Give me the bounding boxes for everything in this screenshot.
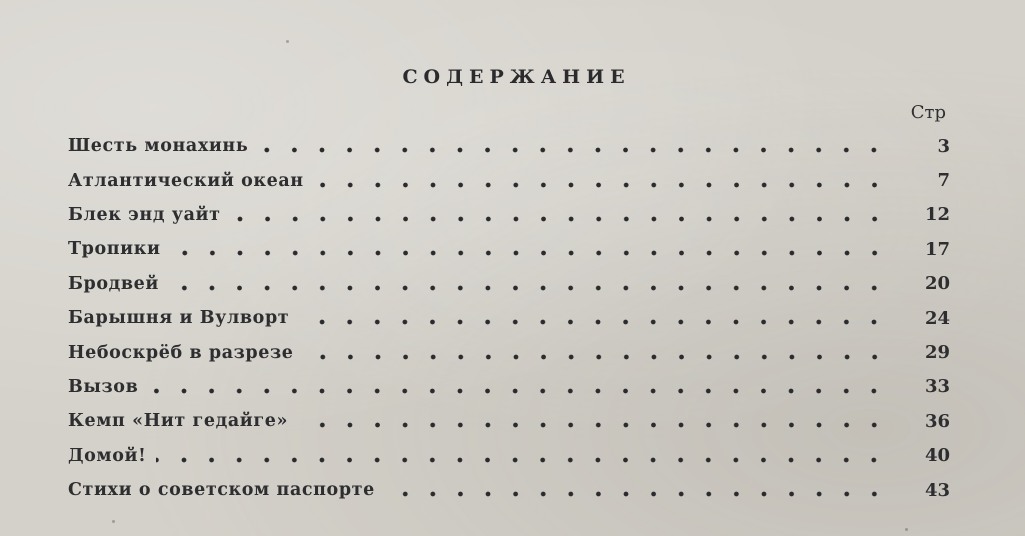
- toc-entry-title: Шесть монахинь: [68, 136, 249, 157]
- toc-entry-page: 33: [924, 376, 950, 398]
- dot-leader: [304, 354, 888, 360]
- toc-entry-title: Кемп «Нит гедайге»: [68, 411, 288, 432]
- page-title: СОДЕРЖАНИЕ: [402, 66, 631, 88]
- toc-entry: [68, 335, 950, 369]
- toc-entry-page: 3: [937, 135, 950, 157]
- toc-entry: [68, 129, 950, 163]
- toc-entry-title: Блек энд уайт: [68, 204, 221, 225]
- paper-speck: [905, 528, 908, 531]
- toc-entry: [68, 163, 950, 197]
- toc-entry-title: Атлантический океан: [68, 170, 304, 191]
- dot-leader: [314, 182, 888, 188]
- toc-entry-page: 24: [924, 307, 950, 329]
- paper-speck: [112, 520, 115, 523]
- toc-entry-page: 17: [924, 238, 950, 260]
- toc-entry: [68, 301, 950, 335]
- toc-entry-title: Бродвей: [68, 273, 159, 294]
- toc-entry: [68, 404, 950, 438]
- toc-entry-page: 7: [937, 170, 950, 192]
- toc-entry-title: Домой!: [68, 445, 147, 466]
- toc-entry-title: Вызов: [68, 376, 139, 397]
- toc-entry-title: Стихи о советском паспорте: [68, 480, 375, 501]
- toc-entry-page: 20: [924, 273, 950, 295]
- toc-entry-page: 40: [924, 445, 950, 467]
- table-of-contents: [68, 129, 950, 507]
- toc-entry: [68, 267, 950, 301]
- toc-entry-title: Небоскрёб в разрезе: [68, 342, 294, 363]
- toc-entry-title: Барышня и Вулворт: [68, 308, 290, 329]
- toc-entry: [68, 198, 950, 232]
- toc-entry: [68, 439, 950, 473]
- toc-entry: [68, 232, 950, 266]
- toc-entry: [68, 370, 950, 404]
- toc-entry-page: 12: [924, 204, 950, 226]
- toc-entry-title: Тропики: [68, 239, 161, 260]
- paper-speck: [286, 40, 289, 43]
- dot-leader: [169, 285, 888, 291]
- dot-leader: [231, 216, 888, 222]
- page-column-label: Стр: [910, 102, 946, 123]
- dot-leader: [156, 457, 888, 463]
- toc-entry-page: 43: [924, 479, 950, 501]
- toc-entry-page: 29: [924, 342, 950, 364]
- dot-leader: [171, 250, 888, 256]
- dot-leader: [258, 147, 888, 153]
- dot-leader: [148, 388, 888, 394]
- dot-leader: [299, 319, 888, 325]
- toc-entry: [68, 473, 950, 507]
- dot-leader: [298, 422, 888, 428]
- toc-entry-page: 36: [924, 410, 950, 432]
- dot-leader: [385, 491, 888, 497]
